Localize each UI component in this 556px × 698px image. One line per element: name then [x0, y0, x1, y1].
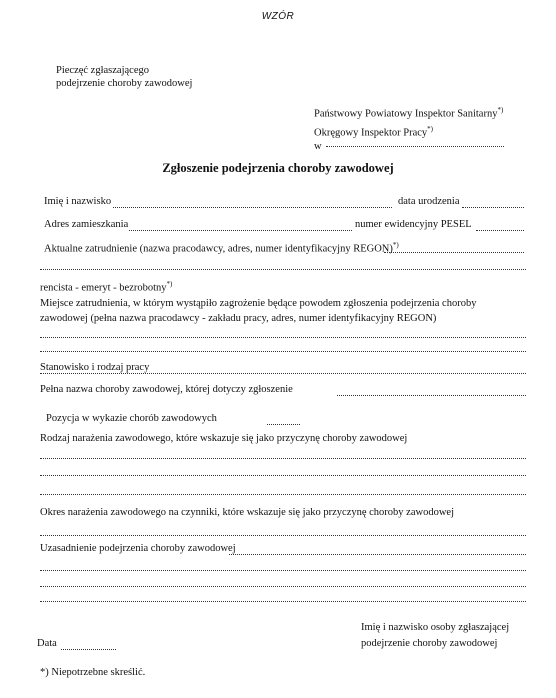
list-position-label: Pozycja w wykazie chorób zawodowych: [46, 413, 217, 424]
date-label: Data: [37, 638, 57, 649]
workplace-field-line-1[interactable]: [40, 336, 526, 338]
footnote-mark: *): [497, 106, 504, 114]
signature-label-line-1: Imię i nazwisko osoby zgłaszającej: [361, 622, 510, 633]
addressee-line-1: Państwowy Powiatowy Inspektor Sanitarny*): [314, 106, 504, 120]
pesel-label: numer ewidencyjny PESEL: [355, 219, 472, 230]
name-label: Imię i nazwisko: [44, 196, 112, 207]
birth-date-label: data urodzenia: [398, 196, 460, 207]
footnote-mark: *): [166, 280, 173, 288]
stamp-area: [56, 64, 192, 90]
addressee-line-3: w: [314, 140, 504, 154]
name-field[interactable]: [113, 206, 392, 208]
signature-label-line-2: podejrzenie choroby zawodowej: [361, 638, 498, 649]
footnote-mark: *): [392, 241, 399, 249]
address-label: Adres zamieszkania: [44, 219, 129, 230]
footnote: *) Niepotrzebne skreślić.: [40, 667, 146, 678]
addressee-block: [314, 103, 504, 154]
addressee-location-field[interactable]: [326, 145, 504, 147]
exposure-type-field-line-3[interactable]: [40, 493, 526, 495]
list-position-field[interactable]: [267, 423, 300, 425]
exposure-period-label: Okres narażenia zawodowego na czynniki, które wskazuje się jako przyczynę choroby zawodowej: [40, 507, 454, 518]
disease-name-field[interactable]: [337, 394, 526, 396]
justification-field-line-1[interactable]: [229, 553, 526, 555]
disease-name-label: Pełna nazwa choroby zawodowej, której dotyczy zgłoszenie: [40, 384, 293, 395]
employment-label: Aktualne zatrudnienie (nazwa pracodawcy, adres, numer identyfikacyjny REGON)*): [44, 241, 399, 255]
status-label: rencista - emeryt - bezrobotny*): [40, 280, 173, 294]
position-label: Stanowisko i rodzaj pracy: [40, 362, 150, 373]
template-marker: WZÓR: [261, 11, 295, 22]
justification-field-line-4[interactable]: [40, 600, 526, 602]
position-field[interactable]: [40, 372, 526, 374]
justification-field-line-2[interactable]: [40, 569, 526, 571]
exposure-type-label: Rodzaj narażenia zawodowego, które wskazuje się jako przyczynę choroby zawodowej: [40, 433, 408, 444]
stamp-line-1: Pieczęć zgłaszającego: [56, 65, 149, 76]
footnote-mark: *): [427, 124, 433, 133]
justification-field-line-3[interactable]: [40, 585, 526, 587]
stamp-line-2: podejrzenie choroby zawodowej: [56, 78, 193, 89]
employment-field[interactable]: [384, 251, 524, 253]
birth-date-field[interactable]: [462, 206, 524, 208]
justification-label: Uzasadnienie podejrzenia choroby zawodowej: [40, 543, 236, 554]
workplace-label-line-2: zawodowej (pełna nazwa pracodawcy - zakładu pracy, adres, numer identyfikacyjny REGON): [40, 313, 437, 324]
exposure-type-field-line-1[interactable]: [40, 457, 526, 459]
workplace-label-line-1: Miejsce zatrudnienia, w którym wystąpiło zagrożenie będące powodem zgłoszenia podejrzenia choroby: [40, 298, 477, 309]
workplace-field-line-2[interactable]: [40, 350, 526, 352]
exposure-type-field-line-2[interactable]: [40, 474, 526, 476]
pesel-field[interactable]: [476, 229, 524, 231]
employment-field-line-2[interactable]: [40, 268, 526, 270]
exposure-period-field[interactable]: [40, 534, 526, 536]
date-field[interactable]: [61, 648, 116, 650]
addressee-line-2: Okręgowy Inspektor Pracy*): [314, 124, 433, 138]
address-field[interactable]: [129, 229, 352, 231]
form-title: Zgłoszenie podejrzenia choroby zawodowej: [162, 161, 394, 175]
